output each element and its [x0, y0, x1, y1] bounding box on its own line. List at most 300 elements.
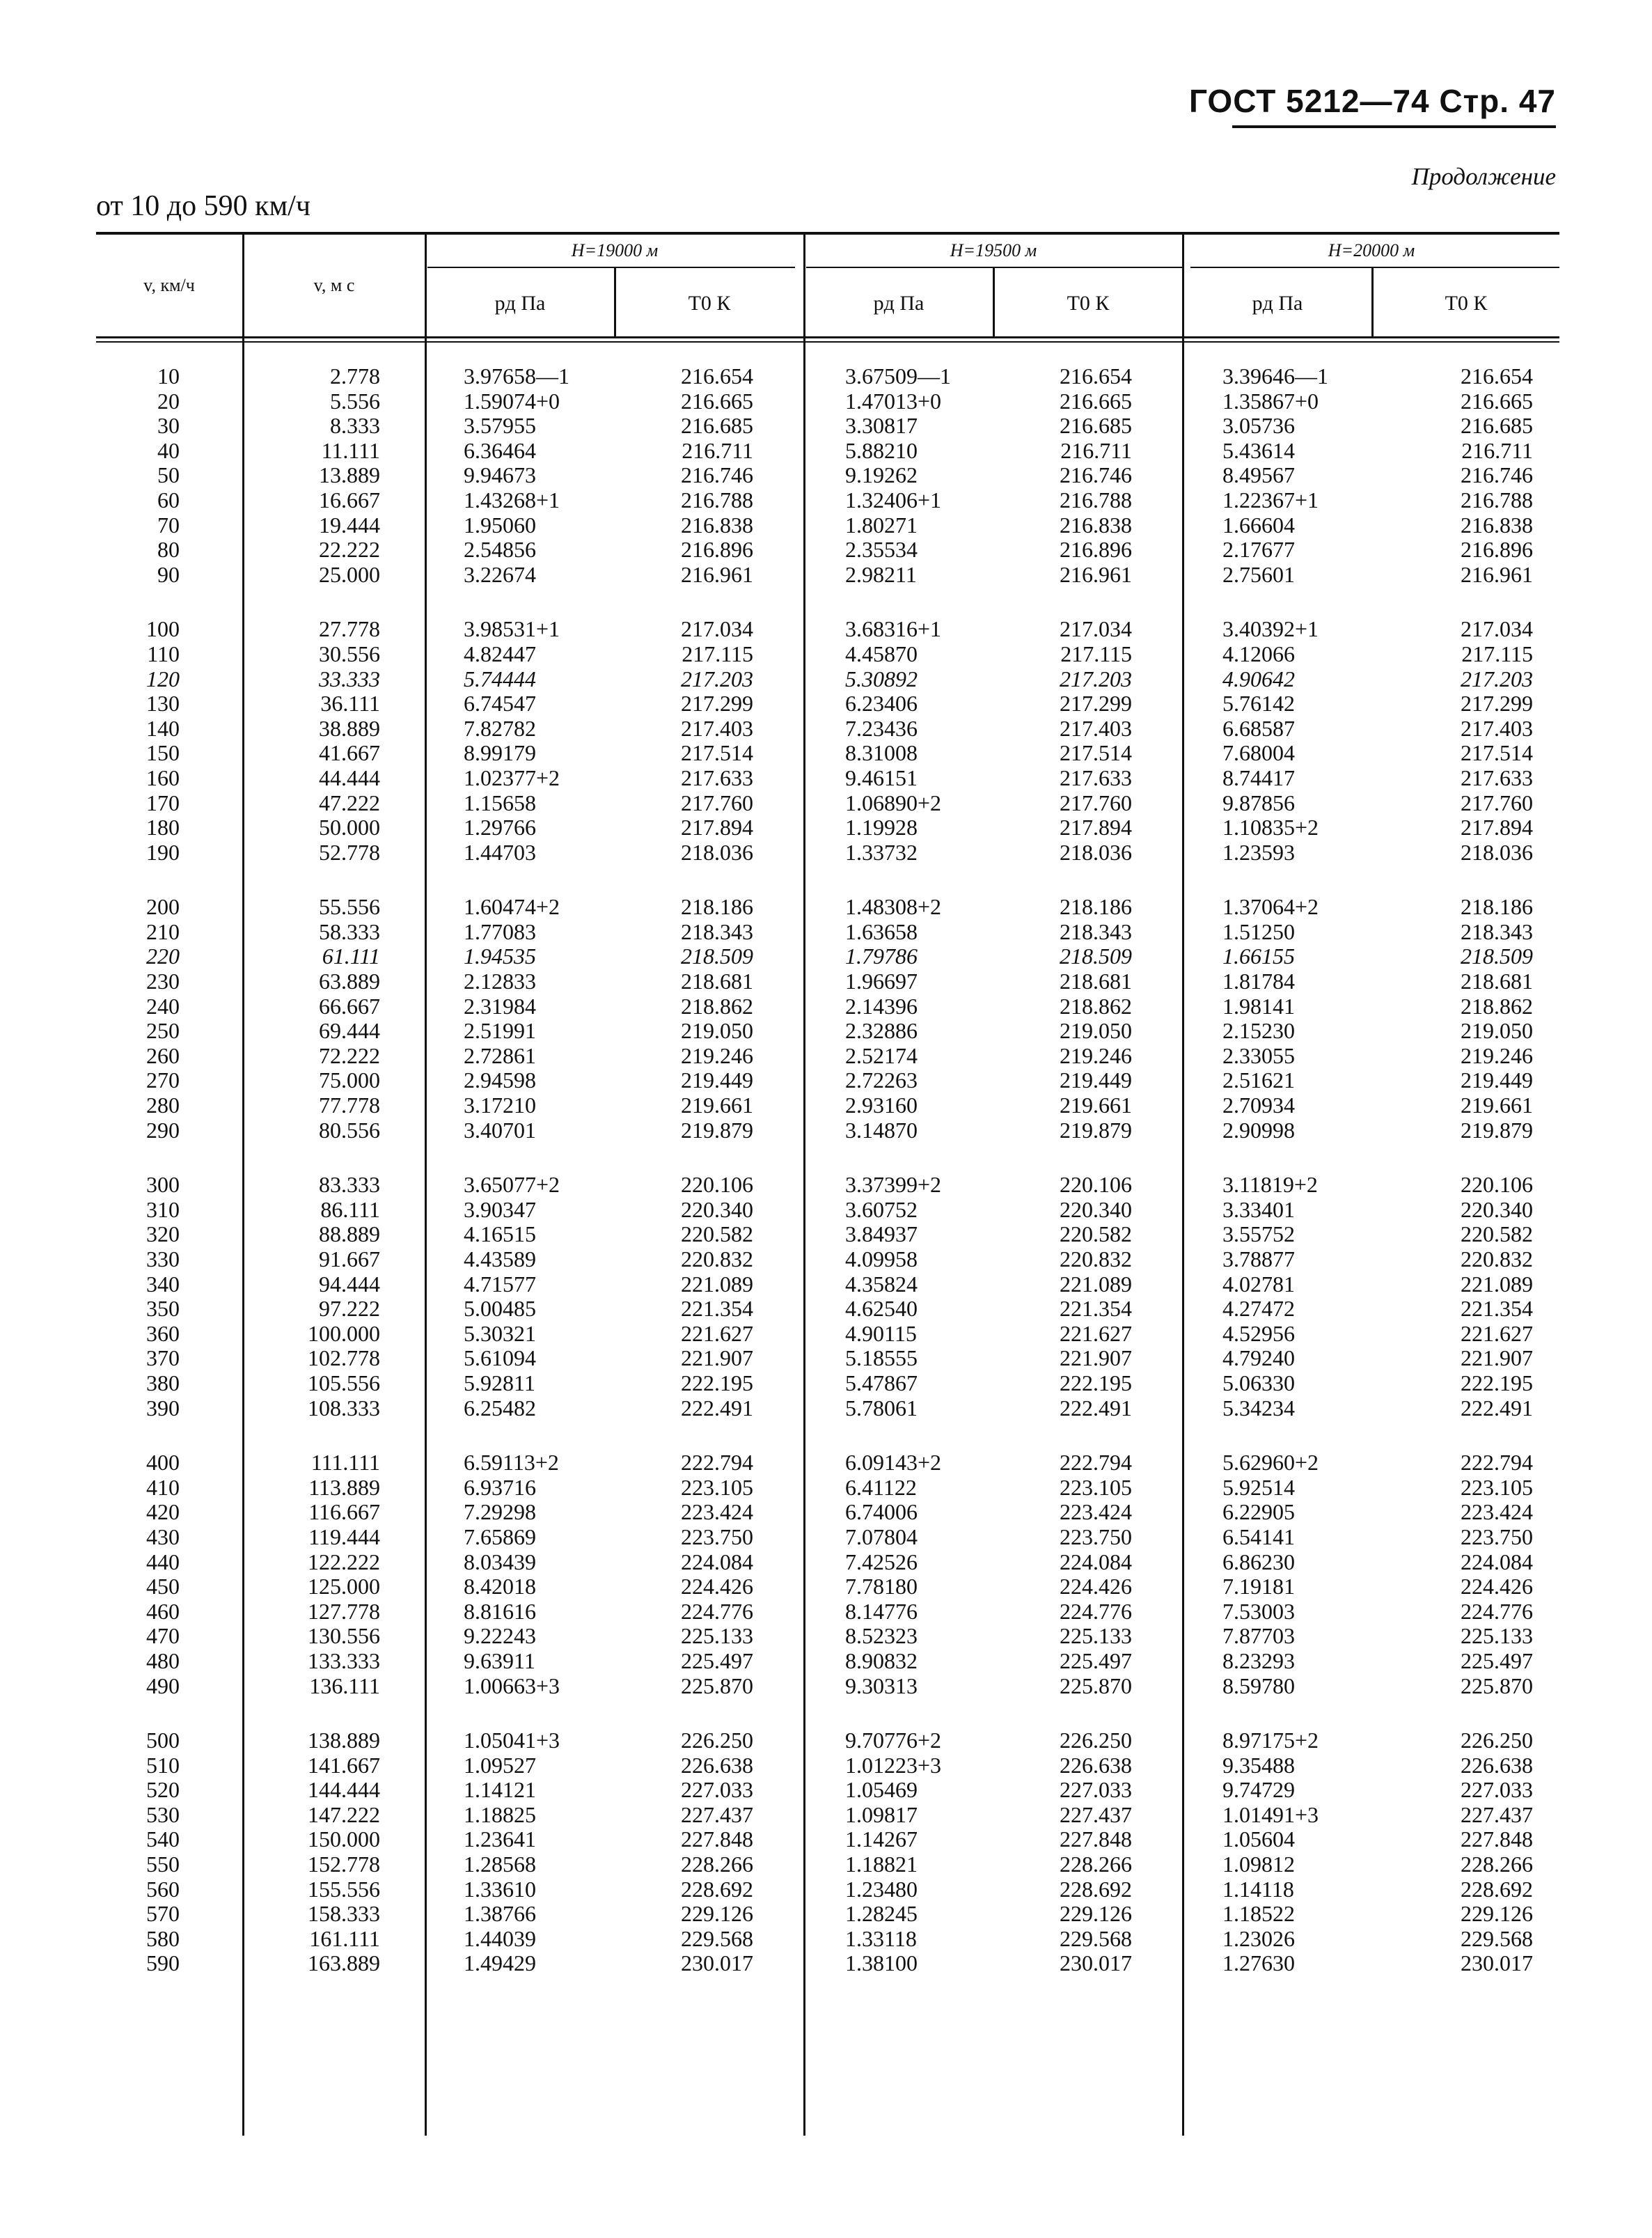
table-cell: 218.681 — [1461, 969, 1533, 994]
table-cell: 4.62540 — [845, 1296, 918, 1322]
table-cell: 220.582 — [1461, 1221, 1533, 1247]
table-cell: 3.98531+1 — [464, 616, 560, 642]
block-spacer — [845, 865, 984, 895]
table-cell: 7.23436 — [845, 715, 918, 741]
table-cell: 510 — [146, 1752, 180, 1778]
table-cell: 6.36464 — [464, 437, 536, 463]
table-cell: 222.491 — [1461, 1395, 1533, 1421]
block-spacer — [1373, 865, 1533, 895]
table-cell: 217.115 — [1461, 641, 1533, 666]
table-cell: 220.340 — [1461, 1196, 1533, 1222]
table-cell: 8.97175+2 — [1222, 1728, 1319, 1753]
table-cell: 152.778 — [308, 1852, 380, 1877]
table-cell: 2.33055 — [1222, 1042, 1295, 1068]
column-t0-19000 — [615, 364, 753, 1976]
table-cell: 217.299 — [681, 691, 753, 717]
table-cell: 5.00485 — [464, 1296, 536, 1322]
table-cell: 218.862 — [681, 993, 753, 1019]
table-cell: 222.794 — [681, 1450, 753, 1476]
table-cell: 219.246 — [1060, 1042, 1132, 1068]
table-cell: 4.09958 — [845, 1246, 918, 1271]
table-cell: 150 — [146, 740, 180, 766]
table-cell: 4.90642 — [1222, 666, 1295, 691]
header-v-kmh: v, км/ч — [143, 275, 195, 295]
table-cell: 1.37064+2 — [1222, 894, 1319, 920]
table-cell: 7.53003 — [1222, 1598, 1295, 1624]
table-cell: 1.35867+0 — [1222, 388, 1319, 414]
table-cell: 224.084 — [1060, 1549, 1132, 1574]
table-cell: 36.111 — [320, 691, 380, 717]
data-table — [96, 232, 1559, 2161]
table-cell: 1.15658 — [464, 790, 536, 815]
block-spacer — [244, 1143, 380, 1173]
table-cell: 9.74729 — [1222, 1777, 1295, 1803]
table-cell: 223.750 — [1060, 1524, 1132, 1549]
table-cell: 8.52323 — [845, 1623, 918, 1649]
table-cell: 1.18821 — [845, 1852, 918, 1877]
table-cell: 220.106 — [681, 1172, 753, 1198]
table-cell: 1.14121 — [464, 1777, 536, 1803]
header-bottom-rule — [96, 336, 1559, 338]
table-cell: 7.29298 — [464, 1499, 536, 1525]
table-cell: 220.340 — [1060, 1196, 1132, 1222]
table-cell: 6.54141 — [1222, 1524, 1295, 1549]
table-cell: 220.106 — [1060, 1172, 1132, 1198]
table-cell: 225.870 — [681, 1673, 753, 1698]
table-cell: 6.93716 — [464, 1474, 536, 1500]
table-cell: 8.14776 — [845, 1598, 918, 1624]
table-cell: 228.692 — [1060, 1876, 1132, 1902]
table-cell: 16.667 — [319, 487, 380, 512]
table-cell: 216.788 — [681, 487, 753, 512]
table-cell: 216.961 — [681, 561, 753, 587]
table-cell: 8.90832 — [845, 1648, 918, 1673]
table-cell: 5.92514 — [1222, 1474, 1295, 1500]
table-cell: 5.61094 — [464, 1345, 536, 1371]
table-cell: 77.778 — [319, 1093, 380, 1118]
table-cell: 216.665 — [1461, 388, 1533, 414]
table-cell: 88.889 — [319, 1221, 380, 1247]
table-cell: 480 — [146, 1648, 180, 1673]
table-cell: 350 — [146, 1296, 180, 1322]
table-cell: 6.59113+2 — [464, 1450, 559, 1476]
table-cell: 216.896 — [1060, 537, 1132, 563]
table-cell: 190 — [146, 839, 180, 865]
table-cell: 221.089 — [1461, 1271, 1533, 1297]
table-cell: 80 — [157, 537, 180, 563]
column-pd-20000 — [1222, 364, 1362, 1976]
table-cell: 225.133 — [1060, 1623, 1132, 1649]
table-cell: 2.90998 — [1222, 1117, 1295, 1143]
table-cell: 228.266 — [1461, 1852, 1533, 1877]
table-cell: 221.354 — [1060, 1296, 1132, 1322]
table-cell: 3.40392+1 — [1222, 616, 1319, 642]
table-cell: 133.333 — [308, 1648, 380, 1673]
table-cell: 141.667 — [308, 1752, 380, 1778]
block-spacer — [994, 1421, 1132, 1450]
table-cell: 4.02781 — [1222, 1271, 1295, 1297]
table-cell: 2.72861 — [464, 1042, 536, 1068]
table-cell: 1.23641 — [464, 1826, 536, 1852]
table-cell: 220 — [146, 944, 180, 969]
table-cell: 218.343 — [681, 918, 753, 944]
table-cell: 490 — [146, 1673, 180, 1698]
table-cell: 570 — [146, 1901, 180, 1927]
table-cell: 223.424 — [1060, 1499, 1132, 1525]
table-cell: 217.034 — [1060, 616, 1132, 642]
table-cell: 440 — [146, 1549, 180, 1574]
table-cell: 217.760 — [1060, 790, 1132, 815]
table-cell: 116.667 — [308, 1499, 380, 1525]
table-cell: 1.80271 — [845, 512, 918, 538]
table-cell: 80.556 — [319, 1117, 380, 1143]
table-cell: 72.222 — [319, 1042, 380, 1068]
table-cell: 6.09143+2 — [845, 1450, 942, 1476]
table-cell: 217.115 — [1060, 641, 1132, 666]
table-cell: 221.354 — [1461, 1296, 1533, 1322]
table-cell: 1.14267 — [845, 1826, 918, 1852]
table-cell: 2.70934 — [1222, 1093, 1295, 1118]
table-cell: 160 — [146, 765, 180, 790]
table-cell: 216.746 — [1461, 462, 1533, 488]
table-cell: 216.711 — [682, 437, 753, 463]
table-cell: 5.34234 — [1222, 1395, 1295, 1421]
table-cell: 219.050 — [681, 1018, 753, 1044]
table-cell: 9.22243 — [464, 1623, 536, 1649]
table-cell: 1.38766 — [464, 1901, 536, 1927]
table-cell: 2.98211 — [845, 561, 917, 587]
table-cell: 4.79240 — [1222, 1345, 1295, 1371]
table-cell: 3.39646—1 — [1222, 363, 1328, 389]
block-spacer — [994, 587, 1132, 617]
table-cell: 217.514 — [1461, 740, 1533, 766]
table-cell: 270 — [146, 1067, 180, 1093]
table-cell: 1.96697 — [845, 969, 918, 994]
table-cell: 217.894 — [1060, 815, 1132, 840]
table-cell: 290 — [146, 1117, 180, 1143]
table-cell: 220.832 — [1461, 1246, 1533, 1271]
table-cell: 5.74444 — [464, 666, 536, 691]
table-cell: 1.19928 — [845, 815, 918, 840]
table-cell: 8.81616 — [464, 1598, 536, 1624]
table-cell: 52.778 — [319, 839, 380, 865]
table-cell: 550 — [146, 1852, 180, 1877]
table-cell: 229.126 — [1060, 1901, 1132, 1927]
table-cell: 223.105 — [1060, 1474, 1132, 1500]
table-cell: 3.60752 — [845, 1196, 918, 1222]
table-cell: 90 — [157, 561, 180, 587]
table-cell: 1.09817 — [845, 1801, 918, 1827]
table-cell: 9.19262 — [845, 462, 918, 488]
table-cell: 1.95060 — [464, 512, 536, 538]
table-cell: 6.22905 — [1222, 1499, 1295, 1525]
table-cell: 5.62960+2 — [1222, 1450, 1319, 1476]
table-cell: 9.94673 — [464, 462, 536, 488]
table-cell: 217.633 — [1060, 765, 1132, 790]
block-spacer — [1222, 1143, 1362, 1173]
table-cell: 3.97658—1 — [464, 363, 569, 389]
table-cell: 470 — [146, 1623, 180, 1649]
table-cell: 30.556 — [319, 641, 380, 666]
table-cell: 216.685 — [681, 413, 753, 439]
table-cell: 390 — [146, 1395, 180, 1421]
table-cell: 216.788 — [1060, 487, 1132, 512]
block-spacer — [464, 1421, 603, 1450]
table-cell: 111.111 — [310, 1450, 380, 1476]
table-cell: 4.35824 — [845, 1271, 918, 1297]
block-spacer — [845, 1421, 984, 1450]
table-cell: 260 — [146, 1042, 180, 1068]
table-cell: 5.30321 — [464, 1320, 536, 1346]
table-cell: 460 — [146, 1598, 180, 1624]
table-cell: 225.497 — [681, 1648, 753, 1673]
table-cell: 5.43614 — [1222, 437, 1295, 463]
table-cell: 218.509 — [1060, 944, 1132, 969]
table-cell: 2.75601 — [1222, 561, 1295, 587]
table-cell: 580 — [146, 1925, 180, 1951]
table-cell: 1.01223+3 — [845, 1752, 942, 1778]
table-cell: 227.033 — [681, 1777, 753, 1803]
table-cell: 216.685 — [1060, 413, 1132, 439]
header-v-ms: v, м с — [313, 275, 355, 295]
table-cell: 227.848 — [1060, 1826, 1132, 1852]
table-cell: 4.43589 — [464, 1246, 536, 1271]
block-spacer — [615, 1421, 753, 1450]
table-cell: 94.444 — [319, 1271, 380, 1297]
column-v-kmh — [96, 364, 180, 1976]
table-cell: 2.12833 — [464, 969, 536, 994]
table-cell: 138.889 — [308, 1728, 380, 1753]
table-cell: 6.23406 — [845, 691, 918, 717]
table-cell: 75.000 — [319, 1067, 380, 1093]
block-spacer — [1222, 1421, 1362, 1450]
table-cell: 86.111 — [320, 1196, 380, 1222]
table-cell: 218.186 — [681, 894, 753, 920]
table-cell: 122.222 — [308, 1549, 380, 1574]
block-spacer — [615, 865, 753, 895]
table-cell: 216.961 — [1461, 561, 1533, 587]
table-cell: 219.050 — [1461, 1018, 1533, 1044]
table-cell: 217.760 — [681, 790, 753, 815]
table-cell: 3.84937 — [845, 1221, 918, 1247]
table-cell: 221.354 — [681, 1296, 753, 1322]
table-cell: 450 — [146, 1574, 180, 1599]
table-cell: 590 — [146, 1950, 180, 1976]
table-cell: 230.017 — [1461, 1950, 1533, 1976]
table-cell: 225.497 — [1461, 1648, 1533, 1673]
table-cell: 155.556 — [308, 1876, 380, 1902]
table-cell: 218.036 — [1461, 839, 1533, 865]
table-cell: 219.449 — [1060, 1067, 1132, 1093]
table-cell: 1.18522 — [1222, 1901, 1295, 1927]
table-cell: 219.050 — [1060, 1018, 1132, 1044]
table-cell: 223.750 — [681, 1524, 753, 1549]
table-cell: 216.746 — [1060, 462, 1132, 488]
table-cell: 224.084 — [681, 1549, 753, 1574]
continuation-label: Продолжение — [1411, 163, 1556, 190]
table-cell: 223.424 — [681, 1499, 753, 1525]
table-cell: 2.72263 — [845, 1067, 918, 1093]
table-cell: 2.14396 — [845, 993, 918, 1019]
table-cell: 8.49567 — [1222, 462, 1295, 488]
table-cell: 120 — [146, 666, 180, 691]
table-cell: 1.02377+2 — [464, 765, 560, 790]
table-cell: 10 — [157, 363, 180, 389]
table-cell: 97.222 — [319, 1296, 380, 1322]
table-cell: 216.654 — [681, 363, 753, 389]
page-header: ГОСТ 5212—74 Стр. 47 — [1188, 83, 1556, 119]
table-cell: 218.036 — [1060, 839, 1132, 865]
table-cell: 5.76142 — [1222, 691, 1295, 717]
table-cell: 219.246 — [681, 1042, 753, 1068]
table-cell: 540 — [146, 1826, 180, 1852]
table-cell: 2.32886 — [845, 1018, 918, 1044]
table-cell: 105.556 — [308, 1370, 380, 1395]
table-cell: 170 — [146, 790, 180, 815]
table-top-rule — [96, 232, 1559, 235]
table-cell: 217.203 — [681, 666, 753, 691]
table-cell: 1.38100 — [845, 1950, 918, 1976]
table-cell: 223.750 — [1461, 1524, 1533, 1549]
table-cell: 340 — [146, 1271, 180, 1297]
table-cell: 22.222 — [319, 537, 380, 563]
table-cell: 225.870 — [1461, 1673, 1533, 1698]
table-cell: 228.266 — [681, 1852, 753, 1877]
table-cell: 520 — [146, 1777, 180, 1803]
table-cell: 6.68587 — [1222, 715, 1295, 741]
table-cell: 222.794 — [1461, 1450, 1533, 1476]
table-cell: 6.41122 — [845, 1474, 917, 1500]
table-cell: 3.68316+1 — [845, 616, 942, 642]
table-cell: 30 — [157, 413, 180, 439]
table-cell: 11.111 — [321, 437, 380, 463]
table-cell: 8.99179 — [464, 740, 536, 766]
table-cell: 229.568 — [1461, 1925, 1533, 1951]
block-spacer — [994, 1698, 1132, 1728]
table-cell: 221.907 — [1461, 1345, 1533, 1371]
column-rule-4 — [803, 235, 805, 2136]
table-cell: 6.74006 — [845, 1499, 918, 1525]
table-cell: 63.889 — [319, 969, 380, 994]
table-cell: 5.92811 — [464, 1370, 535, 1395]
header-bottom-rule-2 — [96, 341, 1559, 343]
table-cell: 6.25482 — [464, 1395, 536, 1421]
table-cell: 1.60474+2 — [464, 894, 560, 920]
table-cell: 3.55752 — [1222, 1221, 1295, 1247]
table-cell: 1.09527 — [464, 1752, 536, 1778]
table-cell: 224.426 — [1461, 1574, 1533, 1599]
table-cell: 147.222 — [308, 1801, 380, 1827]
table-cell: 216.838 — [1060, 512, 1132, 538]
table-cell: 225.133 — [1461, 1623, 1533, 1649]
table-cell: 2.35534 — [845, 537, 918, 563]
column-rule-6 — [1182, 235, 1184, 2136]
table-cell: 230.017 — [1060, 1950, 1132, 1976]
header-t0-20000: T0 К — [1445, 292, 1488, 315]
table-cell: 227.033 — [1060, 1777, 1132, 1803]
table-cell: 218.343 — [1060, 918, 1132, 944]
table-cell: 4.12066 — [1222, 641, 1295, 666]
table-cell: 230 — [146, 969, 180, 994]
altitude-rule-3 — [1190, 267, 1559, 268]
table-cell: 218.509 — [681, 944, 753, 969]
block-spacer — [845, 1143, 984, 1173]
table-cell: 227.033 — [1461, 1777, 1533, 1803]
table-cell: 163.889 — [308, 1950, 380, 1976]
table-cell: 1.94535 — [464, 944, 536, 969]
table-cell: 1.23480 — [845, 1876, 918, 1902]
table-cell: 9.63911 — [464, 1648, 535, 1673]
table-cell: 229.126 — [681, 1901, 753, 1927]
table-cell: 223.105 — [681, 1474, 753, 1500]
table-cell: 19.444 — [319, 512, 380, 538]
table-cell: 217.203 — [1461, 666, 1533, 691]
column-rule-2 — [425, 235, 427, 2136]
table-cell: 216.746 — [681, 462, 753, 488]
table-cell: 560 — [146, 1876, 180, 1902]
table-cell: 217.633 — [1461, 765, 1533, 790]
block-spacer — [244, 1421, 380, 1450]
table-cell: 110 — [147, 641, 180, 666]
table-cell: 27.778 — [319, 616, 380, 642]
column-t0-20000 — [1373, 364, 1533, 1976]
table-cell: 223.105 — [1461, 1474, 1533, 1500]
table-cell: 6.74547 — [464, 691, 536, 717]
block-spacer — [1373, 1143, 1533, 1173]
table-cell: 1.43268+1 — [464, 487, 560, 512]
header-t0-19000: T0 К — [688, 292, 731, 315]
table-cell: 222.195 — [1060, 1370, 1132, 1395]
table-cell: 226.250 — [1461, 1728, 1533, 1753]
block-spacer — [845, 1698, 984, 1728]
table-cell: 370 — [146, 1345, 180, 1371]
table-cell: 8.333 — [330, 413, 380, 439]
table-cell: 217.403 — [1060, 715, 1132, 741]
table-cell: 224.776 — [1060, 1598, 1132, 1624]
table-cell: 8.31008 — [845, 740, 918, 766]
table-cell: 217.894 — [681, 815, 753, 840]
table-cell: 2.51621 — [1222, 1067, 1295, 1093]
table-cell: 40 — [157, 437, 180, 463]
table-cell: 224.426 — [1060, 1574, 1132, 1599]
table-cell: 320 — [146, 1221, 180, 1247]
table-cell: 218.186 — [1060, 894, 1132, 920]
table-cell: 1.47013+0 — [845, 388, 942, 414]
table-cell: 136.111 — [309, 1673, 380, 1698]
table-cell: 420 — [146, 1499, 180, 1525]
table-cell: 216.896 — [681, 537, 753, 563]
table-cell: 220.832 — [1060, 1246, 1132, 1271]
table-cell: 1.05041+3 — [464, 1728, 560, 1753]
table-cell: 227.437 — [681, 1801, 753, 1827]
range-caption: от 10 до 590 км/ч — [96, 190, 310, 222]
table-cell: 180 — [146, 815, 180, 840]
block-spacer — [1222, 865, 1362, 895]
table-cell: 6.86230 — [1222, 1549, 1295, 1574]
block-spacer — [994, 865, 1132, 895]
table-cell: 2.778 — [330, 363, 380, 389]
column-pd-19500 — [845, 364, 984, 1976]
table-cell: 220.106 — [1461, 1172, 1533, 1198]
table-cell: 219.879 — [1461, 1117, 1533, 1143]
table-cell: 69.444 — [319, 1018, 380, 1044]
table-cell: 226.250 — [1060, 1728, 1132, 1753]
block-spacer — [96, 587, 180, 617]
table-cell: 430 — [146, 1524, 180, 1549]
table-cell: 219.661 — [1060, 1093, 1132, 1118]
table-cell: 220.340 — [681, 1196, 753, 1222]
table-cell: 5.30892 — [845, 666, 918, 691]
